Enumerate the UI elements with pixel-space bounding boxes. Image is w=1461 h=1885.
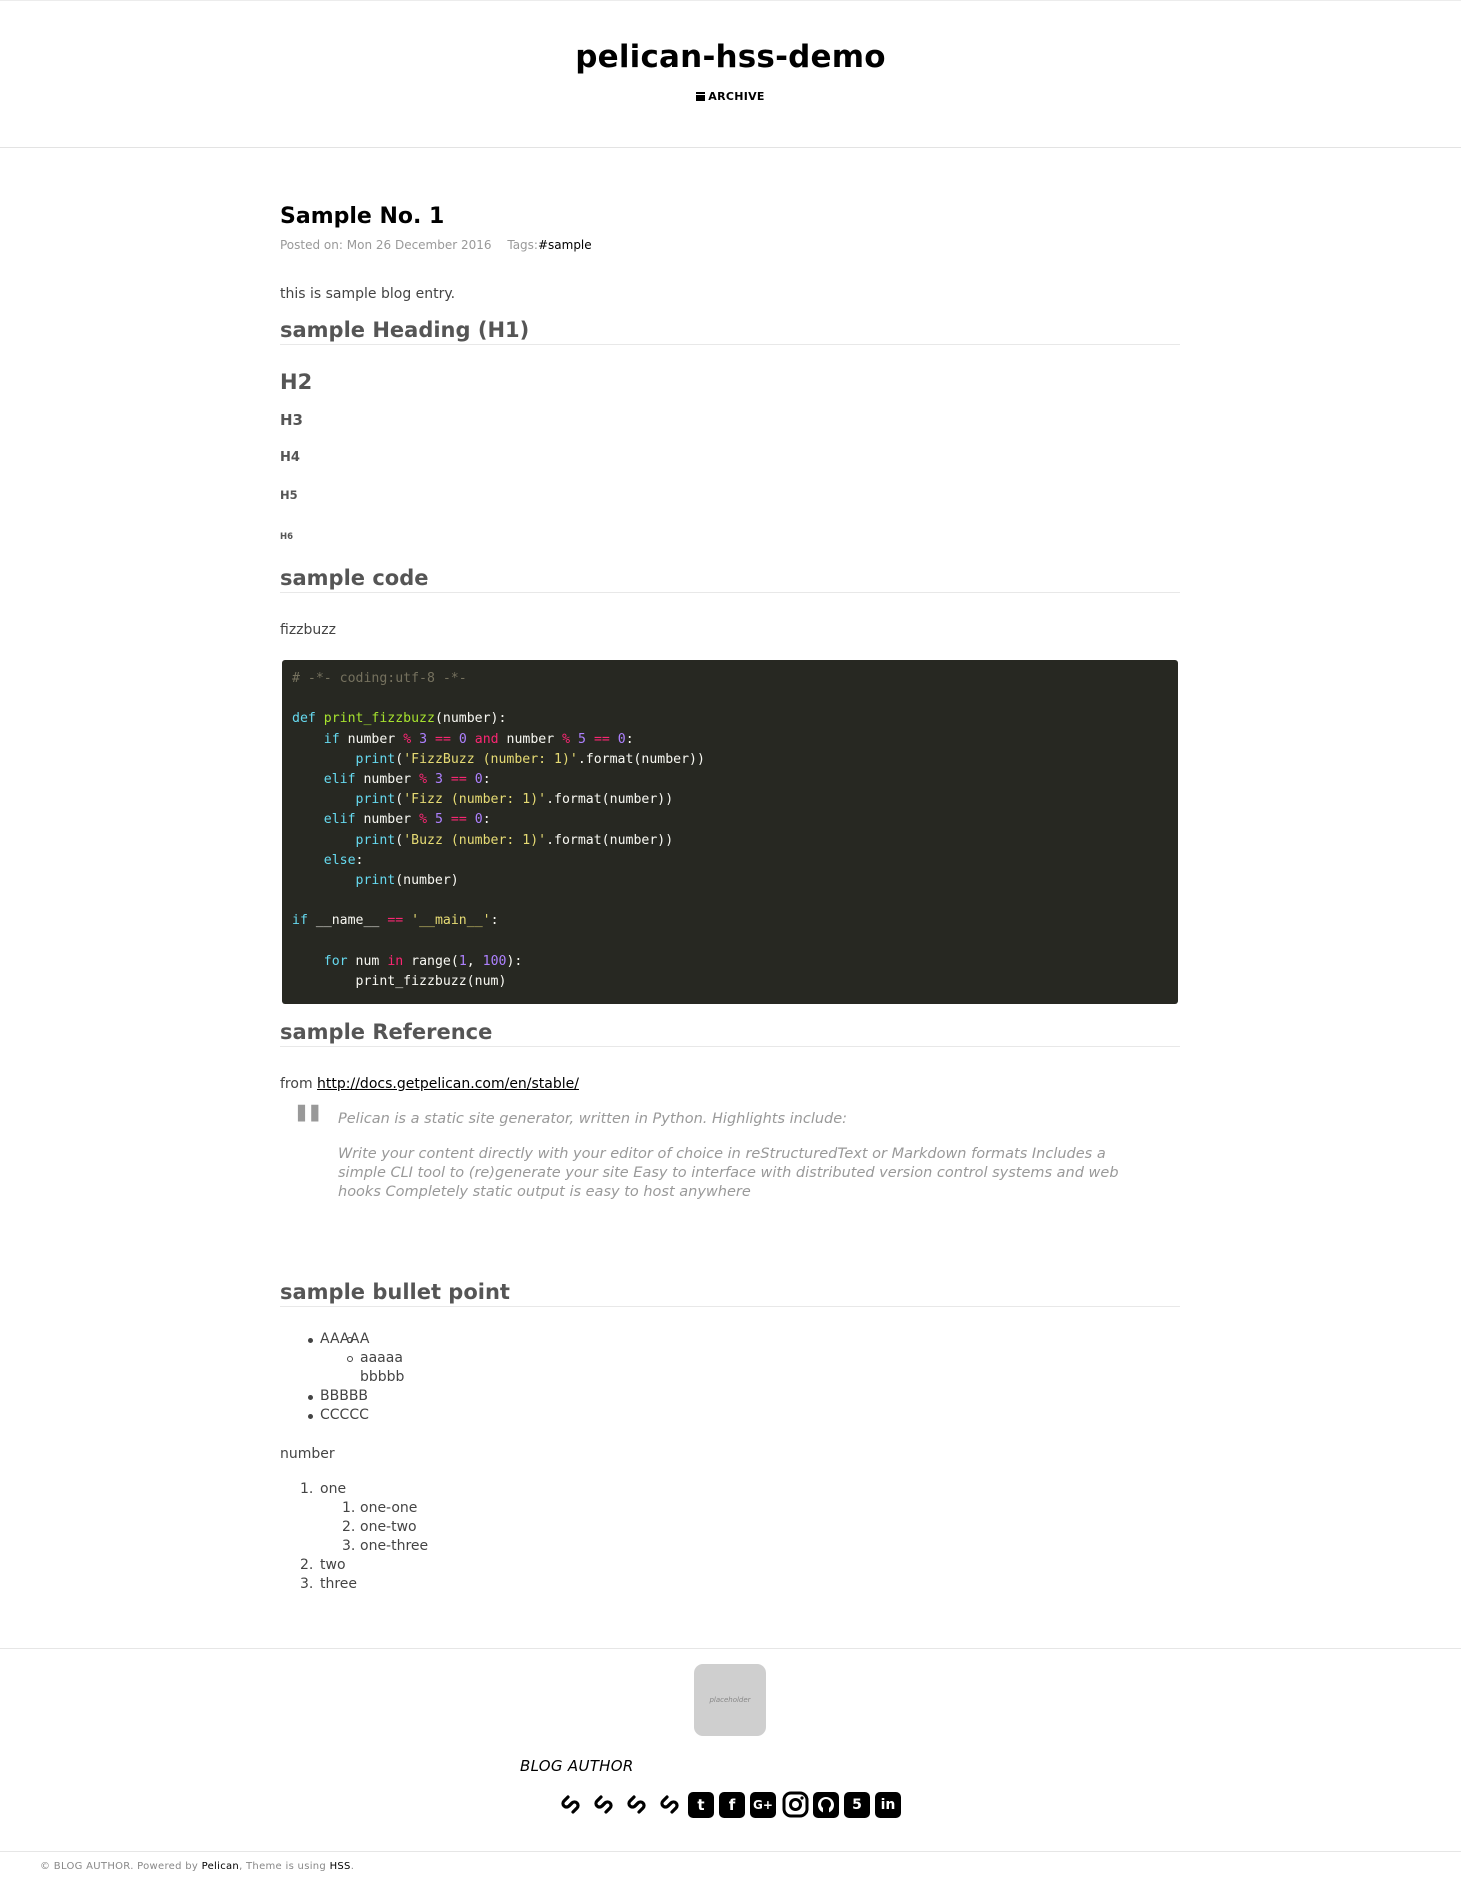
site-header: [0, 1, 1461, 148]
heading-h2: H2: [280, 370, 313, 394]
reference-line: from http://docs.getpelican.com/en/stable/: [280, 1076, 579, 1092]
list-item: CCCCC: [320, 1407, 369, 1423]
twitter-icon[interactable]: t: [688, 1792, 714, 1818]
list-item: BBBBB: [320, 1388, 369, 1404]
link-icon[interactable]: [590, 1791, 617, 1818]
hss-link[interactable]: HSS: [329, 1861, 351, 1872]
post-meta: [280, 238, 592, 252]
link-icon[interactable]: [623, 1791, 650, 1818]
pelican-docs-link[interactable]: http://docs.getpelican.com/en/stable/: [317, 1076, 579, 1092]
reference-heading: sample Reference: [280, 1020, 1180, 1047]
linkedin-icon[interactable]: in: [875, 1792, 901, 1818]
heading-h4: H4: [280, 450, 300, 465]
nav-archive-link[interactable]: [696, 90, 764, 103]
archive-icon: [696, 92, 705, 101]
code-block[interactable]: # -*- coding:utf-8 -*- def print_fizzbuzz(number): if number % 3 == 0 and number % 5 == 0: print('FizzBuzz (number: 1)'.format(number)) elif number % 3 == 0: print('Fizz (number: 1)'.format(number)) elif number % 5 == 0: print('Buzz (number: 1)'.format(number)) else: print(number) if __name__ == '__main__': for num in range(1, 100): print_fizzbuzz(num): [282, 660, 1178, 1004]
intro-text: this is sample blog entry.: [280, 286, 456, 302]
list-item: one-two: [360, 1519, 417, 1535]
list-item: three: [320, 1576, 358, 1592]
circle-bullet-icon: [347, 1337, 353, 1343]
google-plus-icon[interactable]: G+: [750, 1792, 776, 1818]
list-item: one: [320, 1481, 347, 1497]
code-heading: sample code: [280, 566, 1180, 593]
post-date: Mon 26 December 2016: [346, 238, 492, 252]
bottom-rule: [0, 1851, 1461, 1852]
quote-paragraph-1: Pelican is a static site generator, written in Python. Highlights include:: [338, 1111, 848, 1127]
heading-h6: H6: [280, 532, 294, 542]
list-item: two: [320, 1557, 346, 1573]
quote-paragraph-2: Write your content directly with your editor of choice in reStructuredText or Markdown formats Includes a simple CLI tool to (re)generate your site Easy to interface with distributed version control systems and web hooks Completely static output is easy to host anywhere: [338, 1146, 1119, 1200]
code-caption: fizzbuzz: [280, 622, 336, 638]
list-item: AAAAA: [320, 1331, 370, 1347]
footer-rule: [0, 1648, 1461, 1649]
code-comment: # -*- coding:utf-8 -*-: [292, 671, 467, 686]
pelican-link[interactable]: Pelican: [201, 1861, 240, 1872]
circle-bullet-icon: [347, 1356, 353, 1362]
facebook-icon[interactable]: f: [719, 1792, 745, 1818]
posted-on-label: Posted on:: [280, 238, 343, 252]
bullet-icon: [308, 1395, 313, 1400]
list-item: one-three: [360, 1538, 429, 1554]
avatar: placeholder: [694, 1664, 766, 1736]
heading-h1: sample Heading (H1): [280, 318, 1180, 345]
list-item: aaaaa: [360, 1350, 403, 1366]
tag-link-sample[interactable]: #sample: [537, 238, 592, 252]
author-name: BLOG AUTHOR: [520, 1757, 634, 1775]
heading-h3: H3: [280, 411, 303, 429]
bullet-heading: sample bullet point: [280, 1280, 1180, 1307]
html5-icon[interactable]: 5: [844, 1792, 870, 1818]
post-title[interactable]: Sample No. 1: [280, 204, 445, 229]
link-icon[interactable]: [656, 1791, 683, 1818]
bullet-icon: [308, 1338, 313, 1343]
site-title[interactable]: pelican-hss-demo: [575, 39, 886, 75]
instagram-icon[interactable]: [782, 1791, 809, 1818]
site-nav: [0, 85, 1461, 104]
heading-h5: H5: [280, 488, 298, 502]
link-icon[interactable]: [557, 1791, 584, 1818]
nav-archive-label: ARCHIVE: [708, 90, 765, 103]
github-icon[interactable]: [813, 1792, 839, 1818]
bullet-icon: [308, 1414, 313, 1419]
number-label: number: [280, 1446, 335, 1462]
list-item: one-one: [360, 1500, 418, 1516]
tags-label: Tags:: [507, 238, 538, 252]
quote-mark-icon: ": [292, 1092, 325, 1165]
copyright: © BLOG AUTHOR. Powered by Pelican, Theme is using HSS.: [40, 1861, 355, 1872]
list-item: bbbbb: [360, 1369, 405, 1385]
